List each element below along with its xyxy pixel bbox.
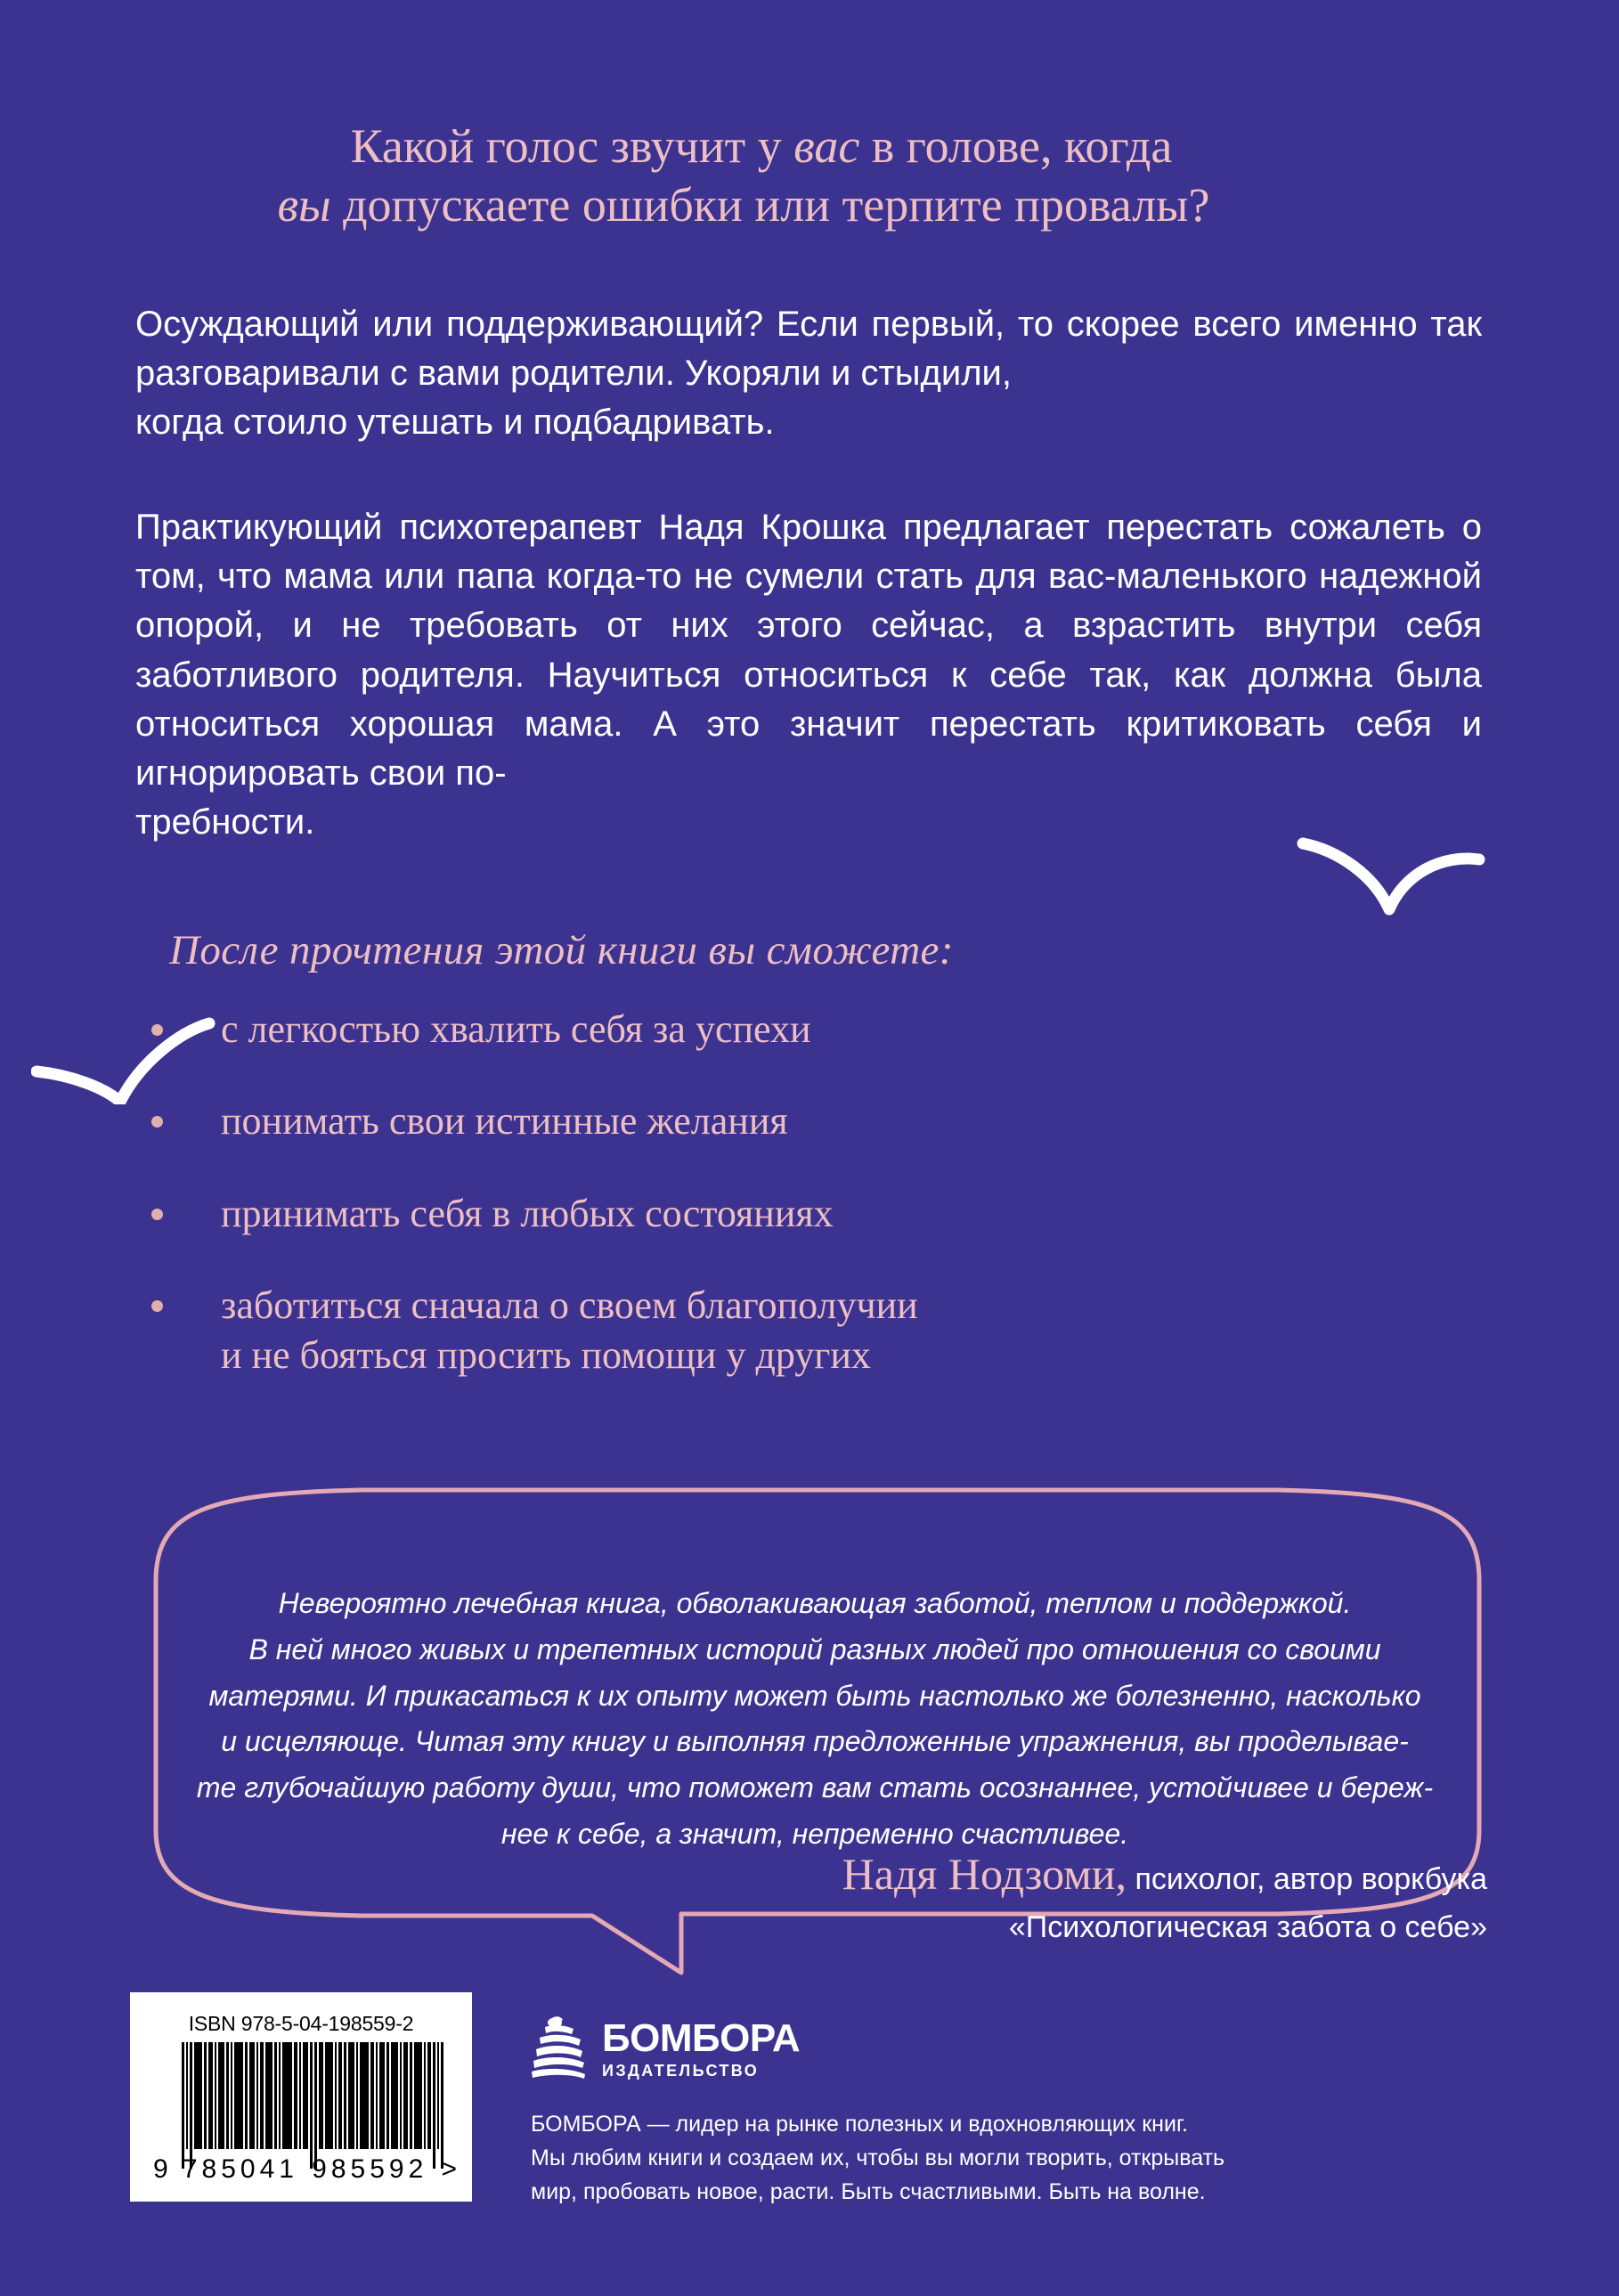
ean-group-1: 785041: [182, 2154, 298, 2184]
checkmark-swoosh-icon: [1296, 824, 1487, 931]
intro-paragraph: [135, 300, 1482, 448]
list-item-label: понимать свои истинные желания: [221, 1099, 788, 1144]
description-paragraph-text: Практикующий психотерапевт Надя Крошка предлагает перестать сожалеть о том, что мама или папа когда-то не сумели стать для вас-маленького надежной опорой, и не требовать от них этого сейчас, а взрастить внутри себя заботливого родителя. Научиться относиться к себе так, как должна была относиться хорошая мама. А это значит перестать критиковать себя и игнорировать свои по-: [135, 508, 1482, 793]
isbn-label: ISBN 978-5-04-198559-2: [188, 2012, 414, 2035]
publisher-name: БОМБОРА: [602, 2015, 801, 2060]
headline-line1-after: в голове, когда: [859, 119, 1173, 173]
list-item: [151, 1281, 1309, 1380]
list-item-label: с легкостью хвалить себя за успехи: [221, 1007, 811, 1051]
ean-digits: [153, 2154, 458, 2185]
bullet-dot-icon: [151, 1300, 163, 1312]
publisher-blurb-line: Мы любим книги и создаем их, чтобы вы могли творить, открывать: [531, 2145, 1225, 2170]
intro-paragraph-last-line: когда стоило утешать и подбадривать.: [135, 403, 775, 443]
benefits-list: [151, 1005, 1309, 1380]
publisher-blurb-line: БОМБОРА — лидер на рынке полезных и вдохновляющих книг.: [531, 2112, 1188, 2137]
testimonial-quote: [196, 1581, 1434, 1858]
headline-emphasis-vy: вы: [277, 177, 331, 232]
bullet-dot-icon: [151, 1116, 163, 1128]
quote-line: и исцеляюще. Читая эту книгу и выполняя предложенные упражнения, вы проделывае-: [221, 1725, 1409, 1758]
publisher-wordmark: [602, 2015, 801, 2084]
list-item: [151, 1096, 1309, 1145]
barcode-bars: [182, 2042, 445, 2149]
quote-line: те глубочайшую работу души, что поможет вам стать осознаннее, устойчивее и береж-: [196, 1771, 1434, 1804]
ean-group-2: 985592: [312, 2154, 428, 2184]
testimonial-attribution: [534, 1848, 1487, 1945]
quote-line: матерями. И прикасаться к их опыту может быть настолько же болезненно, насколько: [208, 1679, 1421, 1712]
headline-line1-before: Какой голос звучит у: [350, 119, 794, 173]
intro-paragraph-text: Осуждающий или поддерживающий? Если первый, то скорее всего именно так разговаривали с вами родители. Укоряли и стыдили,: [135, 305, 1482, 394]
publisher-subtitle: ИЗДАТЕЛЬСТВО: [602, 2062, 760, 2080]
list-item-label: принимать себя в любых состояниях: [221, 1191, 834, 1235]
attribution-author-book: «Психологическая забота о себе»: [1008, 1910, 1487, 1944]
list-item: [151, 1189, 1309, 1238]
headline-line-1: [134, 118, 1487, 176]
quote-line: В ней много живых и трепетных историй разных людей про отношения со своими: [248, 1632, 1381, 1665]
benefits-heading: После прочтения этой книги вы сможете:: [169, 927, 954, 973]
ean-suffix: >: [441, 2154, 458, 2184]
description-paragraph: [135, 503, 1482, 847]
list-item-label-line2: и не бояться просить помощи у других: [221, 1332, 871, 1377]
publisher-logo: [531, 2011, 1493, 2084]
headline-emphasis-vas: вас: [793, 119, 860, 173]
headline-line2-after: допускаете ошибки или терпите провалы?: [330, 177, 1210, 232]
publisher-blurb: [531, 2107, 1332, 2209]
quote-line: Невероятно лечебная книга, обволакивающая заботой, теплом и поддержкой.: [278, 1587, 1352, 1619]
list-item-label: заботиться сначала о своем благополучии: [221, 1283, 918, 1328]
attribution-author-role: психолог, автор воркбука: [1127, 1862, 1487, 1896]
page-title: [134, 118, 1487, 235]
ean-first-digit: 9: [153, 2154, 169, 2184]
bullet-dot-icon: [151, 1209, 163, 1220]
attribution-line-1: [534, 1848, 1487, 1900]
description-paragraph-last-line: требности.: [135, 802, 315, 843]
publisher-blurb-line: мир, пробовать новое, расти. Быть счастливыми. Быть на волне.: [531, 2179, 1206, 2204]
bullet-dot-icon: [151, 1024, 163, 1036]
headline-line-2: [134, 176, 1487, 235]
publisher-block: [531, 2011, 1493, 2209]
bombora-surfer-wave-logo-icon: [531, 2015, 586, 2084]
quote-line: нее к себе, а значит, непременно счастливее.: [500, 1818, 1129, 1851]
list-item: [151, 1005, 1309, 1054]
attribution-author-name: Надя Нодзоми,: [842, 1849, 1127, 1899]
barcode-panel: [130, 1992, 472, 2202]
